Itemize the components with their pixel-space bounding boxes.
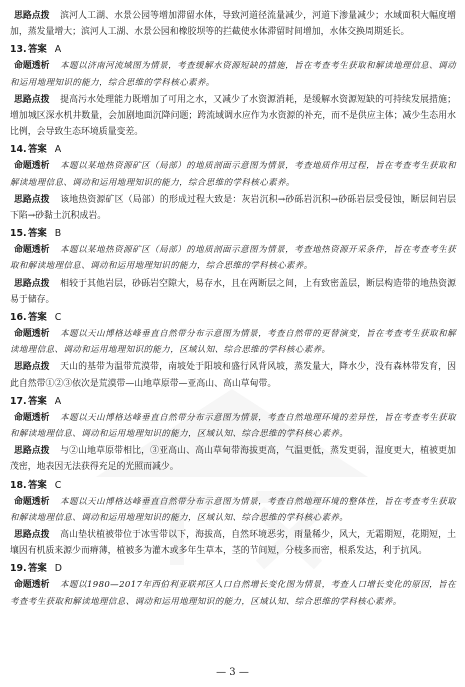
answer-item — [10, 479, 456, 560]
block-label: 思路点拨 — [14, 446, 50, 457]
answer-label: 答案 — [28, 144, 47, 156]
block-label: 命题透析 — [14, 580, 50, 591]
answer-label: 答案 — [28, 479, 47, 491]
answer-value: A — [54, 395, 62, 407]
block-label: 思路点拨 — [14, 94, 50, 105]
answer-list — [10, 7, 456, 610]
hint-block — [10, 92, 456, 141]
analysis-block — [10, 58, 456, 90]
question-number: 18. — [10, 479, 27, 491]
answer-item — [10, 8, 456, 40]
block-label: 命题透析 — [14, 412, 50, 423]
answer-label: 答案 — [28, 395, 47, 407]
question-number: 15. — [10, 228, 27, 240]
block-text: 该地热资源矿区（局部）的形成过程大致是：灰岩沉积→砂砾岩沉积→砂砾岩层受侵蚀，断层间岩层下陷→砂黏土沉积成岩。 — [10, 194, 456, 222]
analysis-block — [10, 326, 456, 358]
block-label: 思路点拨 — [14, 530, 50, 541]
answer-value: A — [54, 144, 62, 156]
answer-value: A — [54, 44, 62, 56]
block-label: 命题透析 — [14, 245, 50, 256]
answer-line — [10, 562, 456, 576]
answer-label: 答案 — [28, 228, 47, 240]
answer-line — [10, 311, 456, 325]
hint-block — [10, 192, 456, 224]
answer-line — [10, 43, 456, 57]
block-text: 高山垫状植被带位于冰雪带以下，海拔高，自然环境恶劣，雨量稀少，风大，无霜期短，花期短，土壤因有机质来源少而瘠薄，植被多为灌木或多年生草本，茎的节间短，分枝多而密，根系发达，利于抗风。 — [10, 530, 456, 557]
hint-block — [10, 276, 456, 308]
answer-value: C — [54, 479, 62, 491]
block-label: 思路点拨 — [14, 11, 50, 21]
block-text: 本题以天山博格达峰垂直自然带分布示意图为情景，考查自然地理环境的差异性，旨在考查考生获取和解读地理信息、调动和运用地理知识的能力，区域认知、综合思维的学科核心素养。 — [10, 412, 456, 440]
question-number: 13. — [10, 44, 27, 56]
block-label: 思路点拨 — [14, 278, 50, 289]
hint-block — [10, 8, 456, 40]
answer-line — [10, 479, 456, 493]
answer-value: C — [54, 312, 62, 324]
block-label: 命题透析 — [14, 496, 50, 507]
hint-block — [10, 527, 456, 559]
block-label: 命题透析 — [14, 61, 50, 72]
question-number: 16. — [10, 312, 27, 324]
block-label: 思路点拨 — [14, 362, 50, 373]
answer-item — [10, 562, 456, 609]
block-text: 本题以某地热资源矿区（局部）的地质剖面示意图为情景，考查地热资源开采条件，旨在考查考生获取和解读地理信息、调动和运用地理知识的能力，综合思维的学科核心素养。 — [10, 245, 456, 272]
block-text: 本题以1980—2017年西伯利亚联邦区人口自然增长变化图为情景，考查人口增长变化的原因，旨在考查考生获取和解读地理信息、调动和运用地理知识的能力，区域认知、综合思维的学科核心素养。 — [10, 580, 456, 607]
hint-block — [10, 443, 456, 475]
block-text: 相较于其他岩层，砂砾岩空隙大，易存水，且在两断层之间，上有致密盖层，断层构造带的地热资源易于储存。 — [10, 278, 456, 305]
question-number: 17. — [10, 395, 27, 407]
block-text: 本题以济南河流域图为情景，考查缓解水资源短缺的措施，旨在考查考生获取和解读地理信息、调动和运用地理知识的能力，综合思维的学科核心素养。 — [10, 61, 456, 88]
answer-line — [10, 143, 456, 157]
answer-item — [10, 43, 456, 140]
analysis-block — [10, 577, 456, 609]
block-text: 本题以天山博格达峰垂直自然带分布示意图为情景，考查自然带的更替演变，旨在考查考生获取和解读地理信息、调动和运用地理知识的能力，区域认知、综合思维的学科核心素养。 — [10, 329, 456, 356]
analysis-block — [10, 494, 456, 526]
hint-block — [10, 359, 456, 391]
answer-item — [10, 311, 456, 392]
block-text: 本题以某地热资源矿区（局部）的地质剖面示意图为情景，考查地质作用过程，旨在考查考生获取和解读地理信息、调动和运用地理知识的能力，综合思维的学科核心素养。 — [10, 161, 456, 188]
block-text: 与②山地草原带相比，③亚高山、高山草甸带海拔更高，气温更低，蒸发更弱，湿度更大，植被更加茂密，地表因无法获得充足的光照而减少。 — [10, 446, 456, 473]
question-number: 14. — [10, 144, 27, 156]
answer-value: D — [54, 563, 62, 575]
answer-label: 答案 — [28, 44, 47, 56]
answer-label: 答案 — [28, 312, 47, 324]
analysis-block — [10, 410, 456, 442]
block-label: 命题透析 — [14, 329, 50, 340]
answer-line — [10, 227, 456, 241]
answer-label: 答案 — [28, 563, 47, 575]
block-label: 思路点拨 — [14, 194, 50, 205]
answer-item — [10, 143, 456, 224]
block-text: 天山的基带为温带荒漠带，南坡处于阳坡和盛行风背风坡，蒸发量大，降水少，没有森林带发育，因此自然带①②③依次是荒漠带—山地草原带—亚高山、高山草甸带。 — [10, 362, 456, 389]
analysis-block — [10, 158, 456, 190]
answer-value: B — [54, 228, 62, 240]
answer-item — [10, 227, 456, 308]
answer-line — [10, 395, 456, 409]
block-text: 提高污水处理能力既增加了可用之水，又减少了水资源消耗，是缓解水资源短缺的可持续发展措施；增加城区深水机井数量，会加剧地面沉降问题；跨流域调水应作为水资源的补充，而不是供应主体；减少生态用水比例，会导致生态环境质量变差。 — [10, 94, 456, 138]
page-number: — 3 — — [216, 667, 249, 678]
question-number: 19. — [10, 563, 27, 575]
block-text: 本题以天山博格达峰垂直自然带分布示意图为情景，考查自然地理环境的整体性，旨在考查考生获取和解读地理信息、调动和运用地理知识的能力，区域认知、综合思维的学科核心素养。 — [10, 496, 456, 523]
analysis-block — [10, 242, 456, 274]
block-text: 滨河人工湖、水景公园等增加滞留水体，导致河道径流量减少，河道下渗量减少；水域面积大幅度增加，蒸发量增大；滨河人工湖、水景公园和橡胶坝等的拦截使水体滞留时间增加，水体交换周期延长。 — [10, 11, 456, 38]
block-label: 命题透析 — [14, 161, 50, 172]
answer-item — [10, 395, 456, 476]
